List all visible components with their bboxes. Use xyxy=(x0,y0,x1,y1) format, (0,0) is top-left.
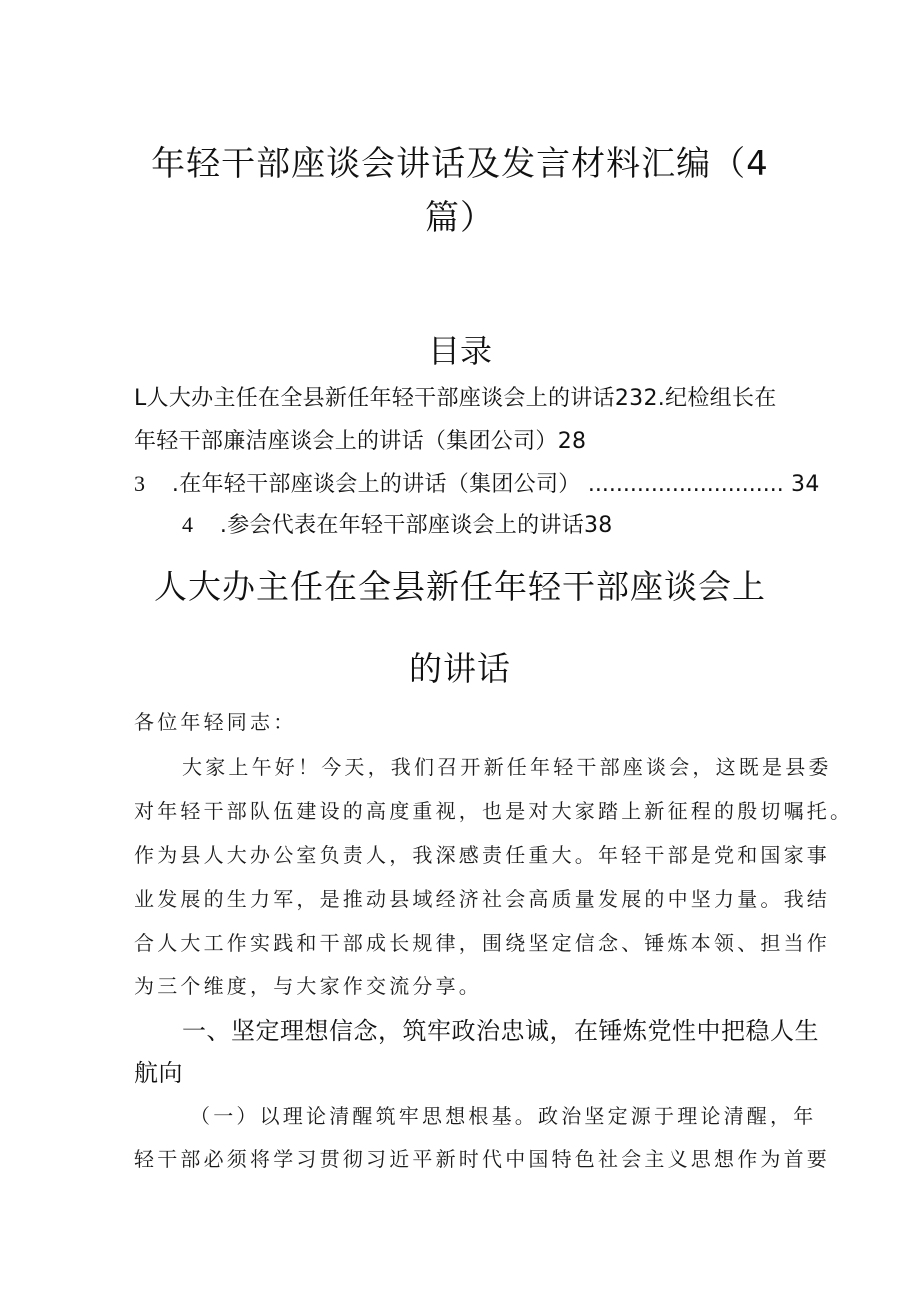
toc-item-3-leader: ............................ xyxy=(587,472,784,497)
toc-item-3-text: .在年轻干部座谈会上的讲话（集团公司） xyxy=(171,472,581,497)
toc-item-3-page: 34 xyxy=(791,472,820,497)
toc-item-4 xyxy=(182,508,613,539)
document-title-line-2: 篇） xyxy=(425,198,495,238)
speech-title-line-2: 的讲话 xyxy=(409,649,511,688)
paragraph-1-line-5: 合人大工作实践和干部成长规律，围绕坚定信念、锤炼本领、担当作 xyxy=(134,931,830,955)
paragraph-1-line-6: 为三个维度，与大家作交流分享。 xyxy=(134,974,482,998)
toc-item-3 xyxy=(134,467,820,498)
toc-line-1: L人大办主任在全县新任年轻干部座谈会上的讲话232.纪检组长在 xyxy=(134,386,777,411)
toc-item-3-number: 3 xyxy=(134,471,146,496)
subsection-1-line-2: 轻干部必须将学习贯彻习近平新时代中国特色社会主义思想作为首要 xyxy=(134,1147,830,1171)
speech-title-line-1: 人大办主任在全县新任年轻干部座谈会上 xyxy=(154,567,766,606)
document-title-line-1: 年轻干部座谈会讲话及发言材料汇编（4 xyxy=(151,144,769,184)
toc-item-4-number: 4 xyxy=(182,512,194,537)
toc-heading: 目录 xyxy=(427,332,492,370)
subsection-1-line-1: （一）以理论清醒筑牢思想根基。政治坚定源于理论清醒，年 xyxy=(190,1104,817,1128)
salutation: 各位年轻同志： xyxy=(134,710,297,734)
paragraph-1-line-3: 作为县人大办公室负责人，我深感责任重大。年轻干部是党和国家事 xyxy=(134,843,830,867)
toc-line-2: 年轻干部廉洁座谈会上的讲话（集团公司）28 xyxy=(134,429,587,454)
paragraph-1-line-4: 业发展的生力军，是推动县域经济社会高质量发展的中坚力量。我结 xyxy=(134,887,830,911)
paragraph-1-line-2: 对年轻干部队伍建设的高度重视，也是对大家踏上新征程的殷切嘱托。 xyxy=(134,799,854,823)
section-1-heading-line-2: 航向 xyxy=(134,1059,183,1087)
paragraph-1-line-1: 大家上午好！今天，我们召开新任年轻干部座谈会，这既是县委 xyxy=(182,755,832,779)
toc-item-4-text: .参会代表在年轻干部座谈会上的讲话38 xyxy=(219,513,613,538)
section-1-heading-line-1: 一、坚定理想信念，筑牢政治忠诚，在锤炼党性中把稳人生 xyxy=(182,1017,819,1045)
